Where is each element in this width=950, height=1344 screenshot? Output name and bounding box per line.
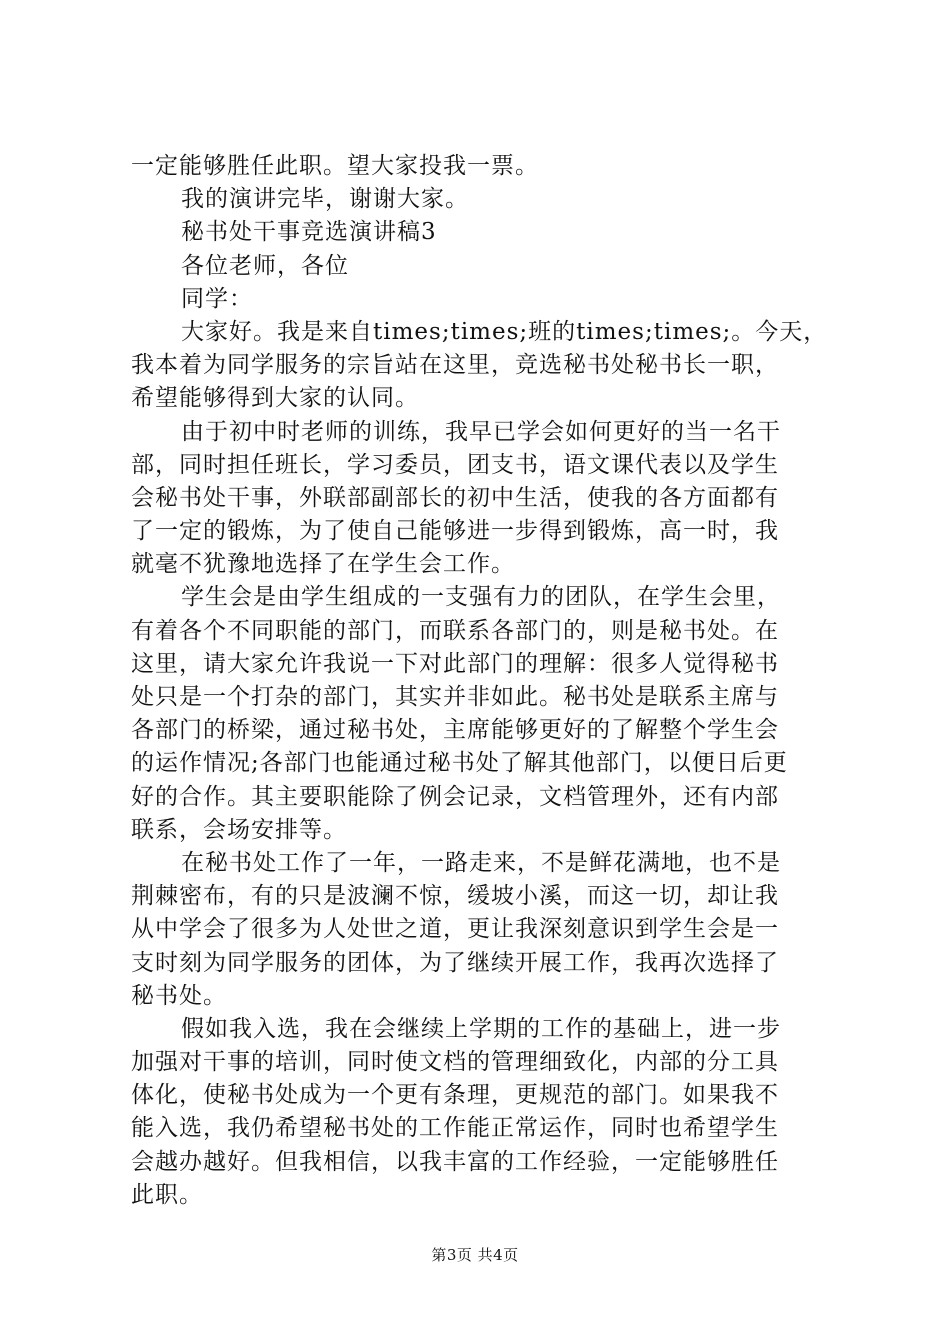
text-line: 支时刻为同学服务的团体，为了继续开展工作，我再次选择了 xyxy=(131,949,779,976)
text-line: 由于初中时老师的训练，我早已学会如何更好的当一名干 xyxy=(181,418,781,445)
text-line: 希望能够得到大家的认同。 xyxy=(131,385,419,412)
page-number-footer: 第3页 共4页 xyxy=(431,1246,519,1264)
text-line: 联系，会场安排等。 xyxy=(131,816,347,843)
text-line: 处只是一个打杂的部门，其实并非如此。秘书处是联系主席与 xyxy=(131,684,779,710)
text-line: 部，同时担任班长，学习委员，团支书，语文课代表以及学生 xyxy=(131,451,779,478)
text-line: 了一定的锻炼，为了使自己能够进一步得到锻炼，高一时，我 xyxy=(131,518,779,545)
text-line: 能入选，我仍希望秘书处的工作能正常运作，同时也希望学生 xyxy=(131,1115,779,1142)
text-line: 秘书处。 xyxy=(131,982,227,1009)
text-line: 从中学会了很多为人处世之道，更让我深刻意识到学生会是一 xyxy=(131,916,779,943)
text-line: 一定能够胜任此职。望大家投我一票。 xyxy=(131,153,539,179)
text-line: 会越办越好。但我相信，以我丰富的工作经验，一定能够胜任 xyxy=(131,1148,779,1175)
text-line: 荆棘密布，有的只是波澜不惊，缓坡小溪，而这一切，却让我 xyxy=(131,883,779,910)
text-line: 我的演讲完毕，谢谢大家。 xyxy=(181,186,469,213)
text-line: 好的合作。其主要职能除了例会记录，文档管理外，还有内部 xyxy=(131,783,779,810)
text-line: 这里，请大家允许我说一下对此部门的理解：很多人觉得秘书 xyxy=(131,650,779,677)
text-line: 加强对干事的培训，同时使文档的管理细致化，内部的分工具 xyxy=(131,1049,779,1076)
salutation-line: 各位老师，各位 xyxy=(181,252,349,279)
text-line: 体化，使秘书处成为一个更有条理，更规范的部门。如果我不 xyxy=(131,1082,779,1109)
text-line: 就毫不犹豫地选择了在学生会工作。 xyxy=(131,551,515,578)
text-line: 有着各个不同职能的部门，而联系各部门的，则是秘书处。在 xyxy=(131,617,779,644)
text-line: 大家好。我是来自times;times;班的times;times;。今天， xyxy=(181,318,828,345)
text-line: 各部门的桥梁，通过秘书处，主席能够更好的了解整个学生会 xyxy=(131,717,779,744)
speech-body xyxy=(131,150,831,1212)
text-line: 学生会是由学生组成的一支强有力的团队，在学生会里， xyxy=(181,584,781,611)
speech-title: 秘书处干事竞选演讲稿3 xyxy=(181,219,437,246)
salutation-line: 同学： xyxy=(181,285,253,312)
text-line: 我本着为同学服务的宗旨站在这里，竞选秘书处秘书长一职， xyxy=(131,352,779,379)
text-line: 会秘书处干事，外联部副部长的初中生活，使我的各方面都有 xyxy=(131,484,779,511)
text-line: 假如我入选，我在会继续上学期的工作的基础上，进一步 xyxy=(181,1015,781,1042)
text-line: 在秘书处工作了一年，一路走来，不是鲜花满地，也不是 xyxy=(181,849,781,876)
text-line: 的运作情况;各部门也能通过秘书处了解其他部门，以便日后更 xyxy=(131,750,788,777)
text-line: 此职。 xyxy=(131,1181,203,1208)
